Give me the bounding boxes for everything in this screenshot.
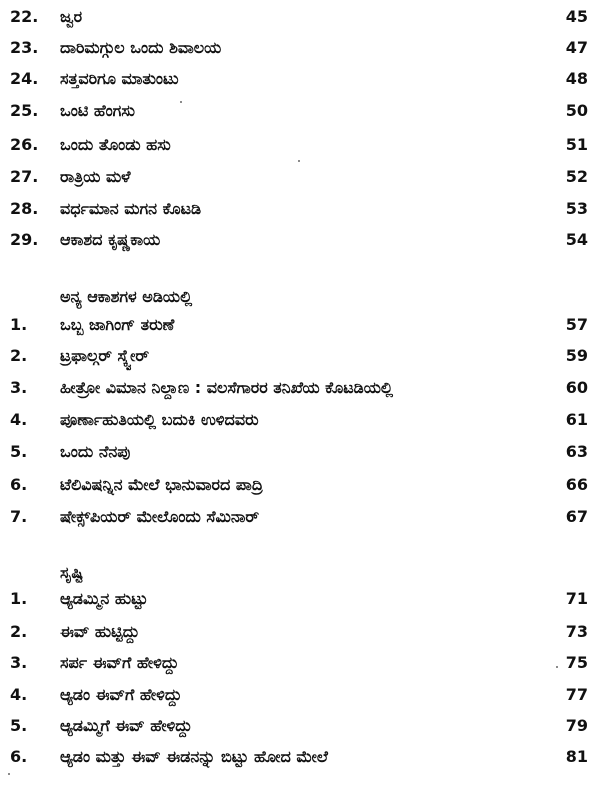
entry-number: 24. [10, 69, 39, 88]
toc-row [0, 648, 600, 678]
toc-row [0, 310, 600, 340]
entry-number: 6. [10, 747, 28, 766]
entry-page-number: 51 [565, 135, 588, 154]
entry-title: ಟೆಲಿವಿಷನ್ನಿನ ಮೇಲೆ ಭಾನುವಾರದ ಪಾದ್ರಿ [60, 475, 263, 494]
toc-row [0, 502, 600, 532]
entry-number: 25. [10, 101, 39, 120]
entry-number: 22. [10, 7, 39, 26]
entry-number: 4. [10, 685, 28, 704]
entry-title: ದಾರಿಮಗ್ಗುಲ ಒಂದು ಶಿವಾಲಯ [60, 38, 222, 57]
entry-number: 7. [10, 507, 28, 526]
entry-title: ಆ್ಯಡಮ್ಮಿನ ಹುಟ್ಟು [60, 589, 148, 608]
entry-title: ಒಂಟಿ ಹೆಂಗಸು [60, 101, 135, 120]
entry-title: ಆ್ಯಡಮ್ಮಿಗೆ ಈವ್ ಹೇಳಿದ್ದು [60, 716, 193, 735]
entry-number: 26. [10, 135, 39, 154]
entry-number: 6. [10, 475, 28, 494]
entry-number: 2. [10, 346, 28, 365]
entry-page-number: 66 [565, 475, 588, 494]
toc-row [0, 437, 600, 467]
entry-page-number: 67 [565, 507, 588, 526]
entry-page-number: 53 [565, 199, 588, 218]
entry-number: 29. [10, 230, 39, 249]
entry-page-number: 48 [565, 69, 588, 88]
toc-row [0, 617, 600, 647]
entry-page-number: 61 [565, 410, 588, 429]
entry-number: 1. [10, 315, 28, 334]
toc-row [0, 225, 600, 255]
entry-title: ಆಕಾಶದ ಕೃಷ್ಣಕಾಯ [60, 230, 161, 249]
entry-number: 23. [10, 38, 39, 57]
scan-speck [556, 666, 558, 668]
toc-row [0, 711, 600, 741]
toc-row [0, 130, 600, 160]
entry-number: 5. [10, 716, 28, 735]
entry-number: 27. [10, 167, 39, 186]
entry-title: ರಾತ್ರಿಯ ಮಳೆ [60, 167, 131, 186]
entry-number: 3. [10, 378, 28, 397]
toc-row [0, 341, 600, 371]
toc-row [0, 405, 600, 435]
entry-title: ಟ್ರಫಾಲ್ಗರ್ ಸ್ಕ್ವೇರ್ [60, 346, 150, 365]
toc-row [0, 2, 600, 32]
entry-page-number: 60 [565, 378, 588, 397]
entry-page-number: 52 [565, 167, 588, 186]
entry-title: ಒಬ್ಬ ಜಾಗಿಂಗ್ ತರುಣೆ [60, 315, 175, 334]
toc-row [0, 373, 600, 403]
entry-page-number: 50 [565, 101, 588, 120]
entry-number: 5. [10, 442, 28, 461]
entry-number: 2. [10, 622, 28, 641]
entry-page-number: 57 [565, 315, 588, 334]
entry-title: ಒಂದು ತೊಂಡು ಹಸು [60, 135, 171, 154]
section-heading: ಸೃಷ್ಟಿ [60, 563, 84, 582]
entry-title: ಈವ್ ಹುಟ್ಟಿದ್ದು [60, 622, 140, 641]
entry-title: ಷೇಕ್ಸ್‌ಪಿಯರ್ ಮೇಲೊಂದು ಸೆಮಿನಾರ್ [60, 507, 260, 526]
entry-page-number: 73 [565, 622, 588, 641]
entry-page-number: 79 [565, 716, 588, 735]
toc-row [0, 194, 600, 224]
toc-row [0, 742, 600, 772]
toc-row [0, 584, 600, 614]
entry-title: ಸತ್ತವರಿಗೂ ಮಾತುಂಟು [60, 69, 179, 88]
entry-page-number: 45 [565, 7, 588, 26]
entry-page-number: 59 [565, 346, 588, 365]
entry-title: ಹೀತ್ರೋ ವಿಮಾನ ನಿಲ್ದಾಣ : ವಲಸೆಗಾರರ ತನಿಖೆಯ ಕೊಟಡಿಯಲ್ಲಿ [60, 378, 393, 397]
entry-number: 28. [10, 199, 39, 218]
toc-row [0, 680, 600, 710]
toc-row [0, 470, 600, 500]
toc-row [0, 64, 600, 94]
entry-title: ಆ್ಯಡಂ ಮತ್ತು ಈವ್ ಈಡನನ್ನು ಬಿಟ್ಟು ಹೋದ ಮೇಲೆ [60, 747, 328, 766]
entry-page-number: 63 [565, 442, 588, 461]
entry-page-number: 47 [565, 38, 588, 57]
entry-title: ಸರ್ಪ ಈವ್‌ಗೆ ಹೇಳಿದ್ದು [60, 653, 179, 672]
entry-title: ಒಂದು ನೆನಪು [60, 442, 131, 461]
toc-row [0, 162, 600, 192]
entry-title: ವರ್ಧಮಾನ ಮಗನ ಕೊಟಡಿ [60, 199, 202, 218]
scan-speck [180, 101, 182, 103]
entry-title: ಪೂರ್ಣಾಹುತಿಯಲ್ಲಿ ಬದುಕಿ ಉಳಿದವರು [60, 410, 259, 429]
entry-number: 3. [10, 653, 28, 672]
entry-page-number: 77 [565, 685, 588, 704]
entry-number: 4. [10, 410, 28, 429]
scan-speck [298, 160, 300, 162]
toc-row [0, 96, 600, 126]
entry-title: ಆ್ಯಡಂ ಈವ್‌ಗೆ ಹೇಳಿದ್ದು [60, 685, 182, 704]
entry-page-number: 71 [565, 589, 588, 608]
entry-number: 1. [10, 589, 28, 608]
entry-page-number: 54 [565, 230, 588, 249]
toc-row [0, 33, 600, 63]
entry-title: ಜ್ವರ [60, 7, 83, 26]
section-heading: ಅನ್ಯ ಆಕಾಶಗಳ ಅಡಿಯಲ್ಲಿ [60, 287, 193, 306]
entry-page-number: 81 [565, 747, 588, 766]
entry-page-number: 75 [565, 653, 588, 672]
scan-speck [8, 773, 10, 775]
